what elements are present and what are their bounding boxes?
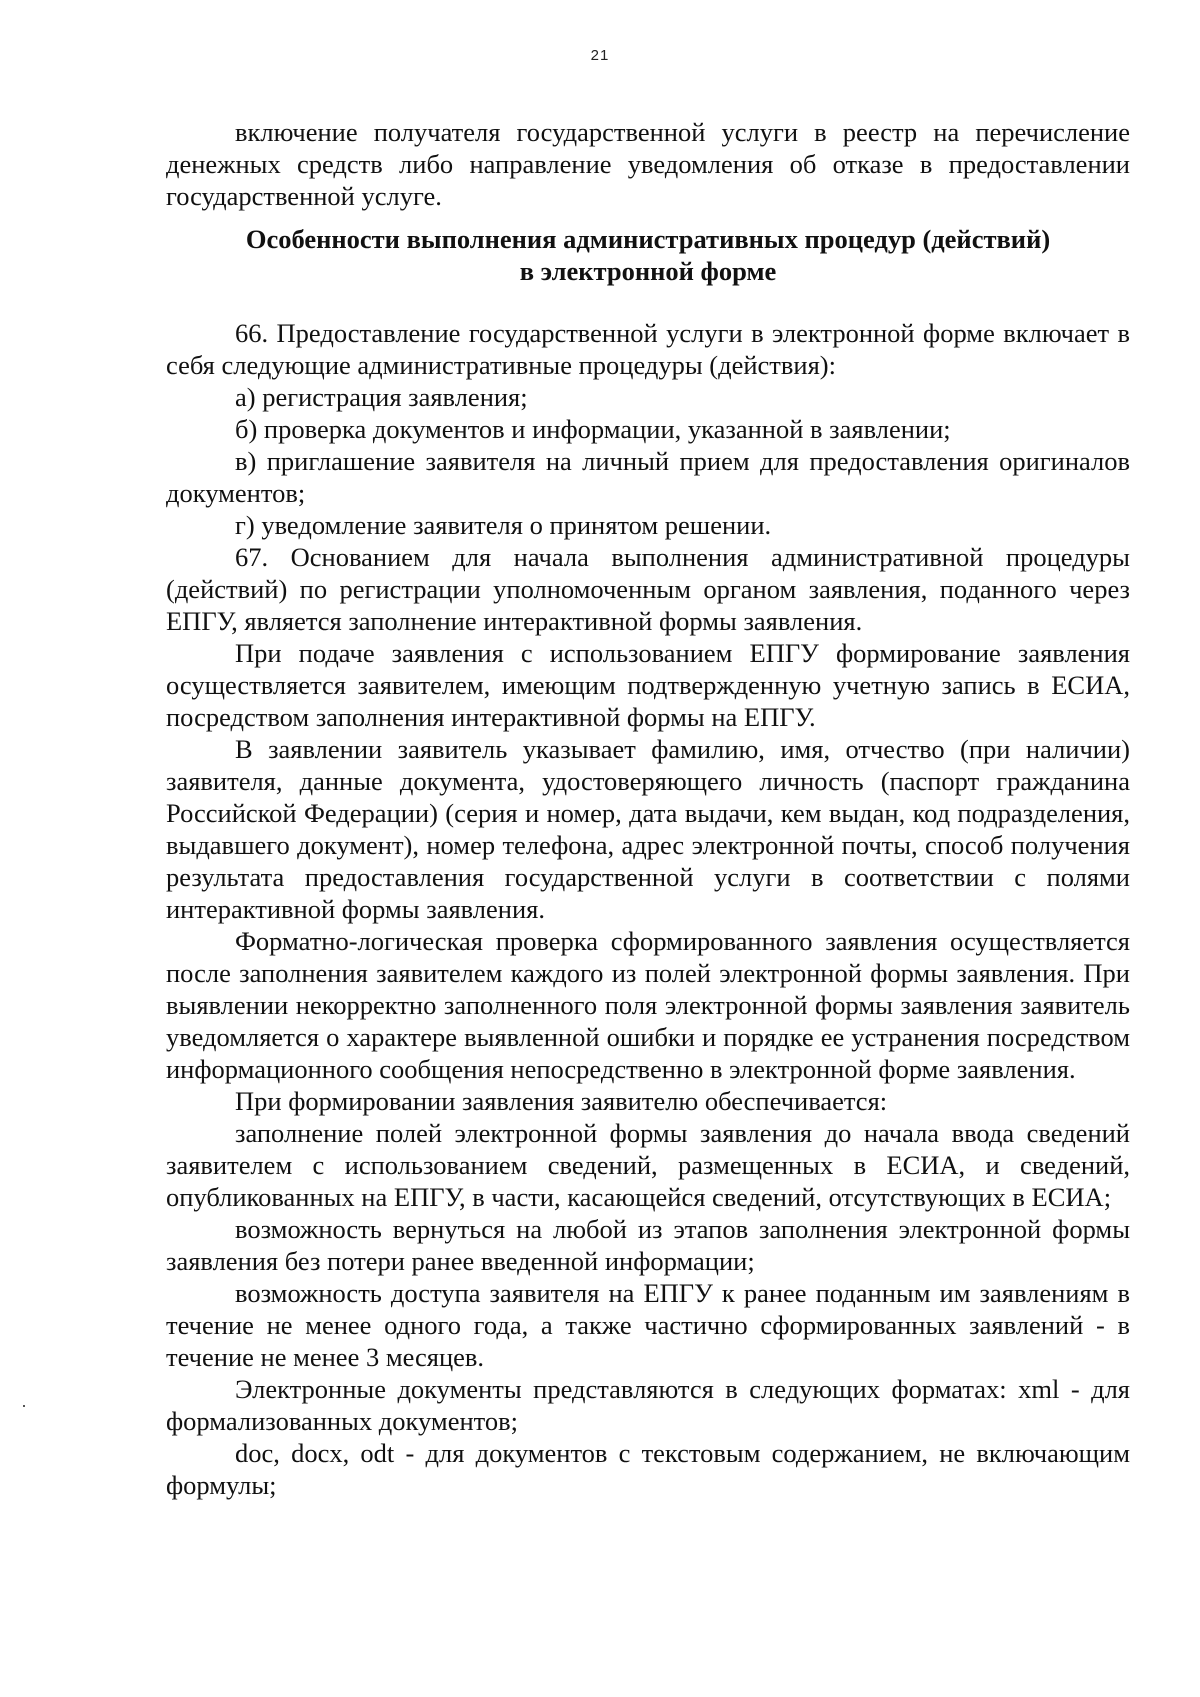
paragraph-formats: Электронные документы представляются в следующих форматах: xml - для формализованных документов; [166,1374,1130,1436]
paragraph-return: возможность вернуться на любой из этапов заполнения электронной формы заявления без потери ранее введенной информации; [166,1214,1130,1276]
scan-speck [23,1405,25,1407]
page-number: 21 [590,47,610,64]
list-item-b: б) проверка документов и информации, указанной в заявлении; [235,414,951,444]
paragraph-fill: заполнение полей электронной формы заявления до начала ввода сведений заявителем с использованием сведений, размещенных в ЕСИА, и сведений, опубликованных на ЕПГУ, в части, касающейся сведений, отсутствующих в ЕСИА; [166,1118,1130,1212]
section-title-line-2: в электронной форме [519,256,777,286]
section-title-line-1: Особенности выполнения административных процедур (действий) [245,224,1051,254]
paragraph-check: Форматно-логическая проверка сформированного заявления осуществляется после заполнения заявителем каждого из полей электронной формы заявления. При выявлении некорректно заполненного поля электронной формы заявления заявитель уведомляется о характере выявленной ошибки и порядке ее устранения посредством информационного сообщения непосредственно в электронной форме заявления. [166,926,1130,1084]
list-item-c: в) приглашение заявителя на личный прием для предоставления оригиналов документов; [166,446,1130,508]
paragraph-67: 67. Основанием для начала выполнения административной процедуры (действий) по регистрации уполномоченным органом заявления, поданного через ЕПГУ, является заполнение интерактивной формы заявления. [166,542,1130,636]
paragraph-access: возможность доступа заявителя на ЕПГУ к ранее поданным им заявлениям в течение не менее одного года, а также частично сформированных заявлений - в течение не менее 3 месяцев. [166,1278,1130,1372]
list-item-a: а) регистрация заявления; [235,382,528,412]
paragraph-66: 66. Предоставление государственной услуги в электронной форме включает в себя следующие административные процедуры (действия): [166,318,1130,380]
section-title [166,223,1130,287]
intro-paragraph: включение получателя государственной услуги в реестр на перечисление денежных средств либо направление уведомления об отказе в предоставлении государственной услуге. [166,117,1130,211]
list-item-d: г) уведомление заявителя о принятом решении. [235,510,772,540]
document-body [166,116,1130,1501]
paragraph-provided: При формировании заявления заявителю обеспечивается: [235,1086,888,1116]
paragraph-fields: В заявлении заявитель указывает фамилию, имя, отчество (при наличии) заявителя, данные документа, удостоверяющего личность (паспорт гражданина Российской Федерации) (серия и номер, дата выдачи, кем выдан, код подразделения, выдавшего документ), номер телефона, адрес электронной почты, способ получения результата предоставления государственной услуги в соответствии с полями интерактивной формы заявления. [166,734,1130,924]
paragraph-doc: doc, docx, odt - для документов с текстовым содержанием, не включающим формулы; [166,1438,1130,1500]
paragraph-submit: При подаче заявления с использованием ЕПГУ формирование заявления осуществляется заявителем, имеющим подтвержденную учетную запись в ЕСИА, посредством заполнения интерактивной формы на ЕПГУ. [166,638,1130,732]
